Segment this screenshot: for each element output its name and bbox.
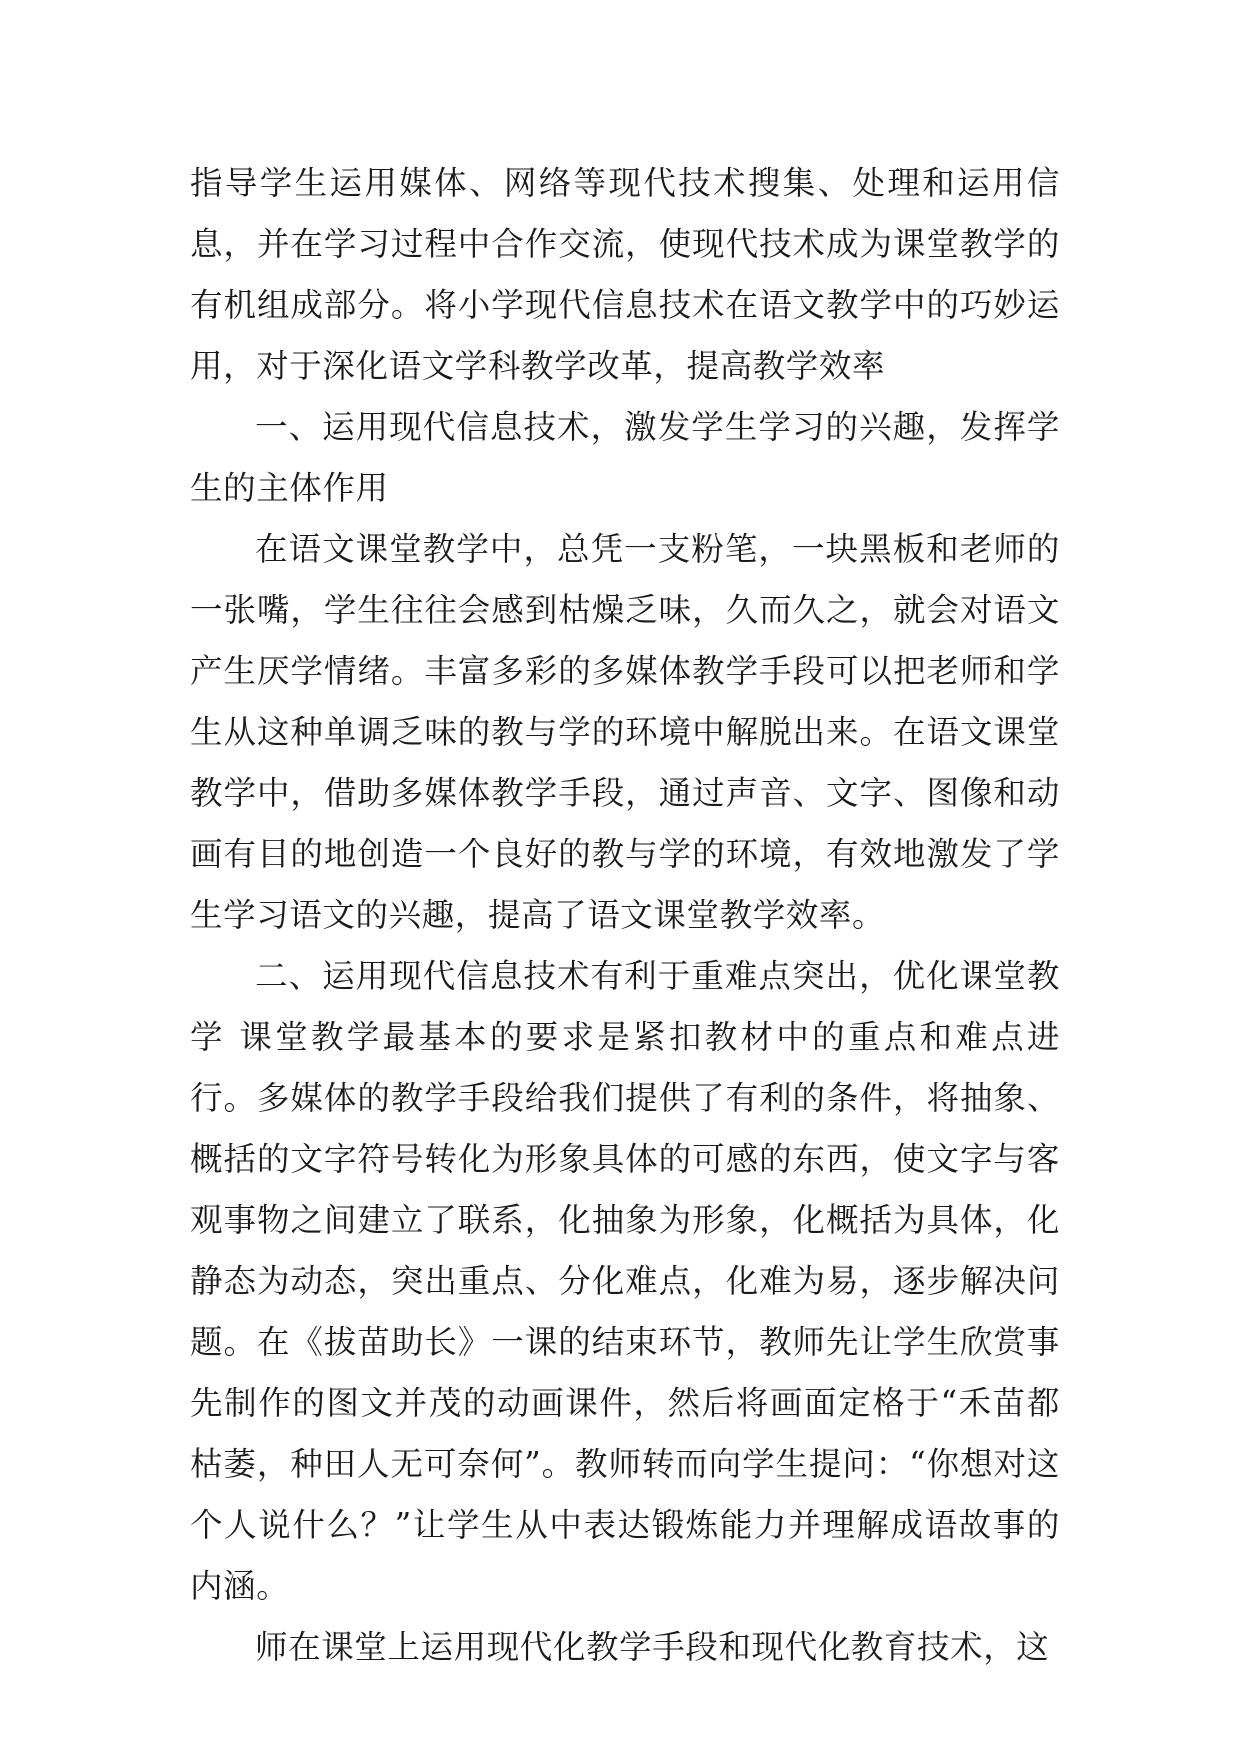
paragraph-3: 在语文课堂教学中，总凭一支粉笔，一块黑板和老师的一张嘴，学生往往会感到枯燥乏味，久而久之，就会对语文产生厌学情绪。丰富多彩的多媒体教学手段可以把老师和学生从这种单调乏味的教与学的环境中解脱出来。在语文课堂教学中，借助多媒体教学手段，通过声音、文字、图像和动画有目的地创造一个良好的教与学的环境，有效地激发了学生学习语文的兴趣，提高了语文课堂教学效率。: [190, 530, 1060, 934]
body-text: [190, 153, 1060, 1678]
paragraph-2-heading: 一、运用现代信息技术，激发学生学习的兴趣，发挥学生的主体作用: [190, 408, 1060, 507]
paragraph-4: 二、运用现代信息技术有利于重难点突出，优化课堂教学 课堂教学最基本的要求是紧扣教材中的重点和难点进行。多媒体的教学手段给我们提供了有利的条件，将抽象、概括的文字符号转化为形象具体的可感的东西，使文字与客观事物之间建立了联系，化抽象为形象，化概括为具体，化静态为动态，突出重点、分化难点，化难为易，逐步解决问题。在《拔苗助长》一课的结束环节，教师先让学生欣赏事先制作的图文并茂的动画课件，然后将画面定格于“禾苗都枯萎，种田人无可奈何”。教师转而向学生提问：“你想对这个人说什么？”让学生从中表达锻炼能力并理解成语故事的内涵。: [190, 957, 1060, 1605]
paragraph-5: 师在课堂上运用现代化教学手段和现代化教育技术，这: [255, 1628, 1050, 1666]
paragraph-1: 指导学生运用媒体、网络等现代技术搜集、处理和运用信息，并在学习过程中合作交流，使现代技术成为课堂教学的有机组成部分。将小学现代信息技术在语文教学中的巧妙运用，对于深化语文学科教学改革，提高教学效率: [190, 164, 1060, 385]
